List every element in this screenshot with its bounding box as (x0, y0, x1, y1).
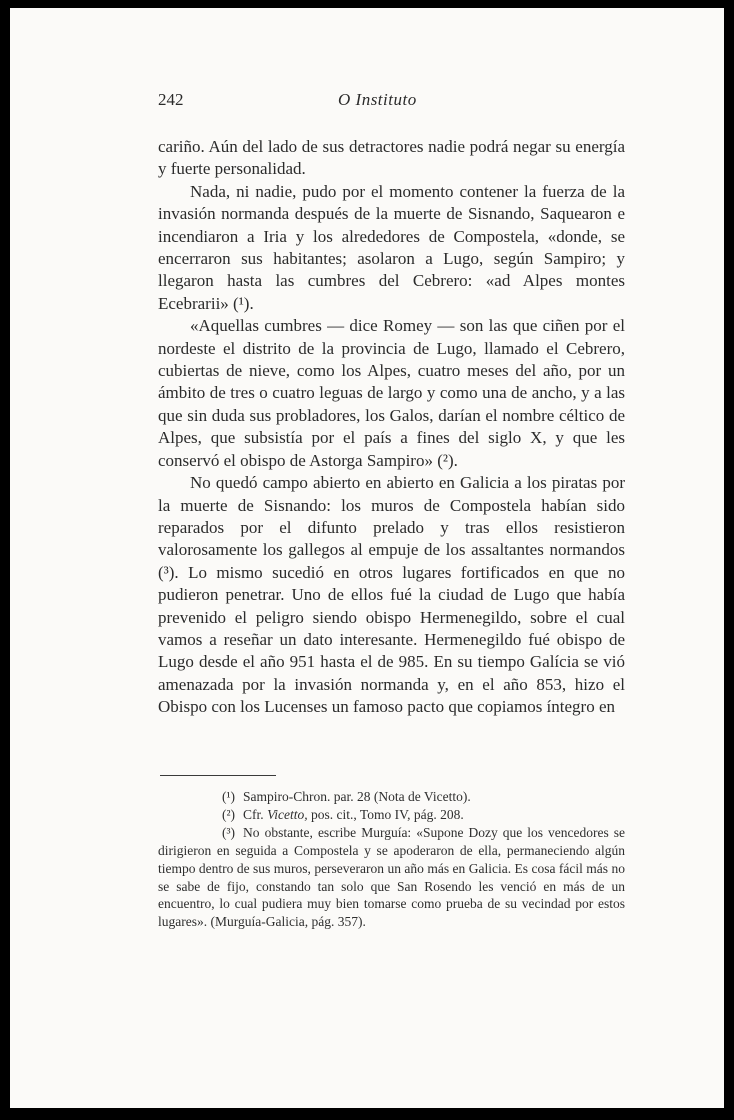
footnote-text-pre: Cfr. (243, 806, 264, 822)
page-number: 242 (158, 90, 184, 109)
footnote-2 (158, 806, 625, 824)
footnote-text-post: pos. cit., Tomo IV, pág. 208. (311, 806, 464, 822)
footnote-1 (158, 788, 625, 806)
book-page (10, 8, 724, 1108)
footnote-text: Sampiro-Chron. par. 28 (Nota de Vicetto). (243, 789, 471, 804)
footnote-mark: (³) (222, 824, 236, 840)
footnote-text: No obstante, escribe Murguía: «Supone Dozy que los vencedores se dirigieron en seguida a Compostela y se apoderaron de ella, permaneciendo algún tiempo dentro de sus muros, perseveraron un año más en Galicia. Es cosa fácil más no se sabe de fijo, constando tan solo que San Rosendo les venció en más de un encuentro, lo cual pudiera muy bien tomarse como prueba de su vecindad por estos lugares». (Murguía-Galicia, pág. 357). (158, 824, 625, 930)
footnote-mark: (²) (222, 806, 236, 822)
body-text (158, 136, 625, 719)
footnote-mark: (¹) (222, 789, 236, 804)
footnote-3 (158, 824, 625, 931)
footnotes (158, 788, 625, 931)
running-title: O Instituto (338, 90, 417, 109)
paragraph-4: No quedó campo abierto en abierto en Galicia a los piratas por la muerte de Sisnando: los muros de Compostela habían sido reparados por el difunto prelado y tras ellos resistieron valorosamente los gallegos al empuje de los assaltantes normandos (³). Lo mismo sucedió en otros lugares fortificados en que no pudieron penetrar. Uno de ellos fué la ciudad de Lugo que había prevenido el peligro siendo obispo Hermenegildo, sobre el cual vamos a reseñar un dato interesante. Hermenegildo fué obispo de Lugo desde el año 951 hasta el de 985. En su tiempo Galícia se vió amenazada por la invasión normanda y, en el año 853, hizo el Obispo con los Lucenses un famoso pacto que copiamos íntegro en (158, 473, 625, 717)
paragraph-2: Nada, ni nadie, pudo por el momento contener la fuerza de la invasión normanda después de la muerte de Sisnando, Saquearon e incendiaron a Iria y los alrededores de Compostela, «donde, se encerraron sus habitantes; asolaron a Lugo, según Sampiro; y llegaron hasta las cumbres del Cebrero: «ad Alpes montes Ecebrarii» (¹). (158, 181, 625, 313)
page-header (158, 90, 628, 114)
footnote-divider (160, 775, 276, 776)
footnote-italic-author: Vicetto, (267, 806, 308, 822)
paragraph-1: cariño. Aún del lado de sus detractores nadie podrá negar su energía y fuerte personalidad. (158, 137, 625, 179)
paragraph-3: «Aquellas cumbres — dice Romey — son las que ciñen por el nordeste el distrito de la provincia de Lugo, llamado el Cebrero, cubiertas de nieve, como los Alpes, cuatro meses del año, por un ámbito de tres o cuatro leguas de largo y como una de ancho, y a las que sin duda sus probladores, los Galos, darían el nombre céltico de Alpes, que subsistía por el país a fines del siglo X, y que les conservó el obispo de Astorga Sampiro» (²). (158, 316, 625, 470)
